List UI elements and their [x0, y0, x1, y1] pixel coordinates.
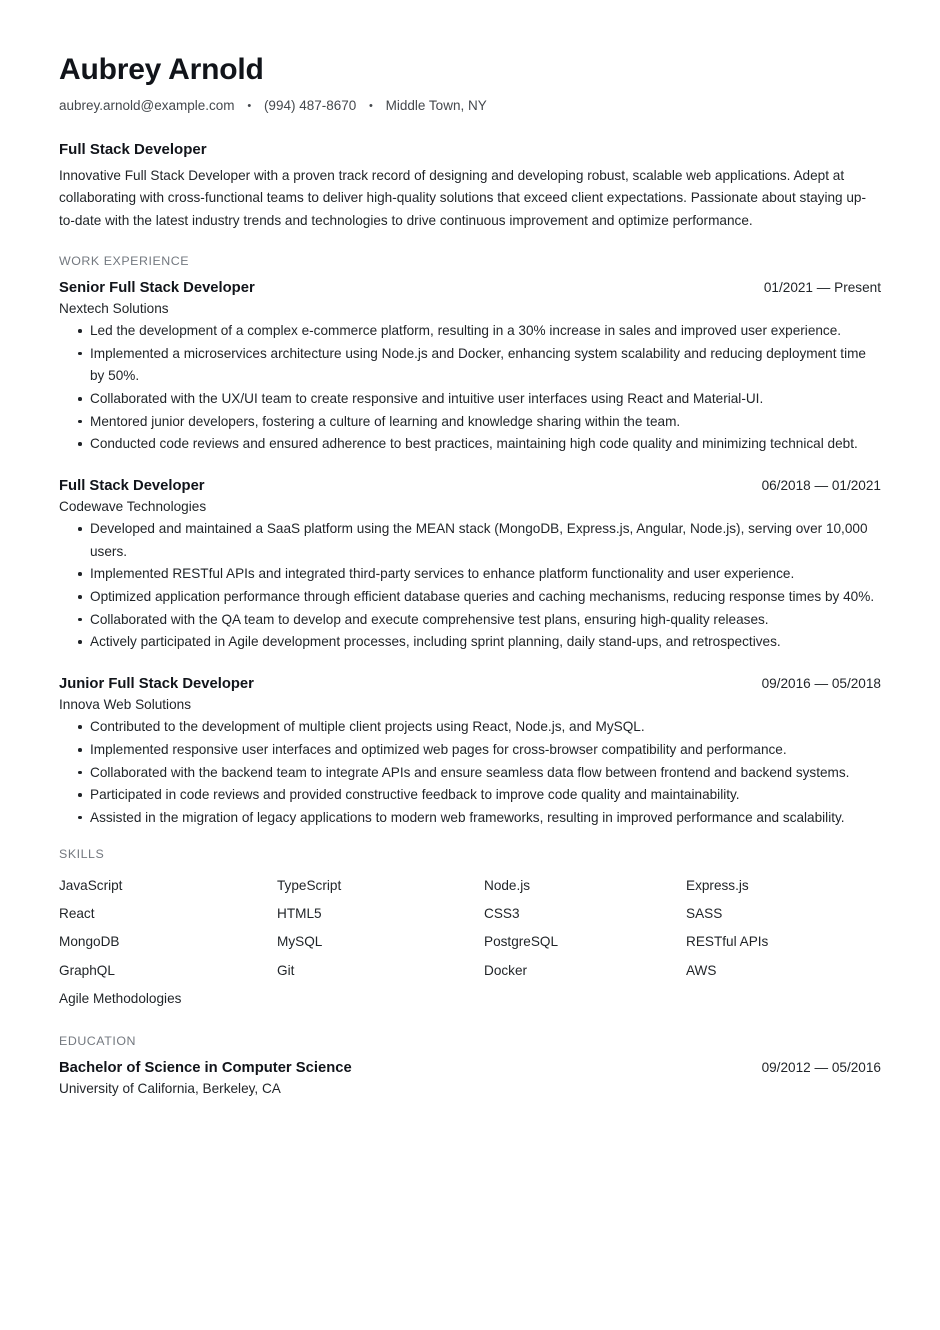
contact-phone[interactable]: (994) 487-8670 — [263, 98, 357, 113]
skill-item: PostgreSQL — [484, 934, 559, 950]
experience-entry — [59, 279, 881, 456]
skill-item: Git — [277, 962, 295, 978]
skill-item: Express.js — [686, 878, 749, 894]
experience-bullet: Implemented responsive user interfaces and optimized web pages for cross-browser compatibility and performance. — [59, 739, 881, 762]
candidate-name: Aubrey Arnold — [59, 53, 264, 86]
experience-bullet: Assisted in the migration of legacy applications to modern web frameworks, resulting in improved performance and scalability. — [59, 807, 881, 830]
skill-item: GraphQL — [59, 962, 115, 978]
skills-grid — [59, 872, 881, 1013]
experience-company: Codewave Technologies — [59, 498, 207, 514]
experience-bullet: Conducted code reviews and ensured adherence to best practices, maintaining high code quality and minimizing technical debt. — [59, 433, 881, 456]
experience-entry-header — [59, 279, 881, 299]
experience-bullet: Developed and maintained a SaaS platform using the MEAN stack (MongoDB, Express.js, Angular, Node.js), serving over 10,000 users. — [59, 518, 881, 563]
contact-location: Middle Town, NY — [385, 98, 487, 113]
experience-bullet-list — [59, 320, 881, 455]
experience-bullet: Implemented RESTful APIs and integrated third-party services to enhance platform functionality and user experience. — [59, 563, 881, 586]
experience-company: Innova Web Solutions — [59, 696, 191, 712]
bullet-separator-icon: • — [369, 100, 373, 112]
skill-item: React — [59, 906, 95, 922]
summary-section — [59, 141, 881, 233]
experience-bullet: Contributed to the development of multiple client projects using React, Node.js, and MySQL. — [59, 716, 881, 739]
experience-date-range: 01/2021 — Present — [763, 279, 881, 295]
experience-bullet: Participated in code reviews and provided constructive feedback to improve code quality and maintainability. — [59, 784, 881, 807]
work-experience-section — [59, 254, 881, 830]
professional-summary: Innovative Full Stack Developer with a proven track record of designing and developing robust, scalable web applications. Adept at collaborating with cross-functional teams to deliver high-quality solutions that exceed client expectations. Passionate about staying up-to-date with the latest industry trends and technologies to drive continuous improvement and optimize performance. — [59, 167, 867, 228]
skill-item: MySQL — [277, 934, 323, 950]
education-institution: University of California, Berkeley, CA — [59, 1080, 281, 1096]
skill-item: SASS — [686, 906, 723, 922]
skill-item: TypeScript — [277, 878, 342, 894]
experience-job-title: Senior Full Stack Developer — [59, 279, 255, 296]
professional-headline: Full Stack Developer — [59, 140, 207, 158]
experience-entry — [59, 675, 881, 829]
experience-bullet: Optimized application performance through efficient database queries and caching mechanisms, reducing response times by 40%. — [59, 586, 881, 609]
experience-company: Nextech Solutions — [59, 300, 169, 316]
experience-bullet: Collaborated with the UX/UI team to create responsive and intuitive user interfaces using React and Material-UI. — [59, 388, 881, 411]
resume-header — [59, 52, 881, 115]
experience-bullet: Actively participated in Agile development processes, including sprint planning, daily stand-ups, and retrospectives. — [59, 631, 881, 654]
skill-item: HTML5 — [277, 906, 322, 922]
experience-date-range: 09/2016 — 05/2018 — [761, 675, 881, 691]
experience-job-title: Full Stack Developer — [59, 477, 205, 494]
experience-entry-header — [59, 477, 881, 497]
skill-item: JavaScript — [59, 878, 123, 894]
experience-bullet: Led the development of a complex e-commerce platform, resulting in a 30% increase in sales and improved user experience. — [59, 320, 881, 343]
experience-bullet-list — [59, 716, 881, 829]
experience-date-range: 06/2018 — 01/2021 — [761, 477, 881, 493]
experience-job-title: Junior Full Stack Developer — [59, 675, 254, 692]
skills-section — [59, 847, 881, 1013]
skill-item: Docker — [484, 962, 528, 978]
education-section — [59, 1034, 881, 1099]
skill-item: RESTful APIs — [686, 934, 769, 950]
education-degree: Bachelor of Science in Computer Science — [59, 1059, 352, 1076]
experience-entry-header — [59, 675, 881, 695]
section-label-skills: SKILLS — [59, 847, 105, 862]
experience-bullet: Collaborated with the backend team to integrate APIs and ensure seamless data flow between frontend and backend systems. — [59, 762, 881, 785]
education-entry-header — [59, 1059, 881, 1079]
skill-item: Node.js — [484, 878, 531, 894]
education-date-range: 09/2012 — 05/2016 — [761, 1059, 881, 1075]
experience-entry — [59, 477, 881, 654]
contact-line — [59, 97, 881, 115]
experience-bullet: Mentored junior developers, fostering a culture of learning and knowledge sharing within the team. — [59, 411, 881, 434]
skill-item: Agile Methodologies — [59, 990, 182, 1006]
experience-bullet: Implemented a microservices architecture using Node.js and Docker, enhancing system scalability and reducing deployment time by 50%. — [59, 343, 881, 388]
bullet-separator-icon: • — [247, 100, 252, 112]
skill-item: AWS — [686, 962, 717, 978]
experience-bullet: Collaborated with the QA team to develop and execute comprehensive test plans, ensuring high-quality releases. — [59, 609, 881, 632]
section-label-education: EDUCATION — [59, 1033, 136, 1048]
experience-bullet-list — [59, 518, 881, 653]
skill-item: MongoDB — [59, 934, 120, 950]
contact-email[interactable]: aubrey.arnold@example.com — [59, 98, 235, 113]
education-entry — [59, 1059, 881, 1099]
skill-item: CSS3 — [484, 906, 520, 922]
section-label-work-experience: WORK EXPERIENCE — [59, 253, 190, 268]
